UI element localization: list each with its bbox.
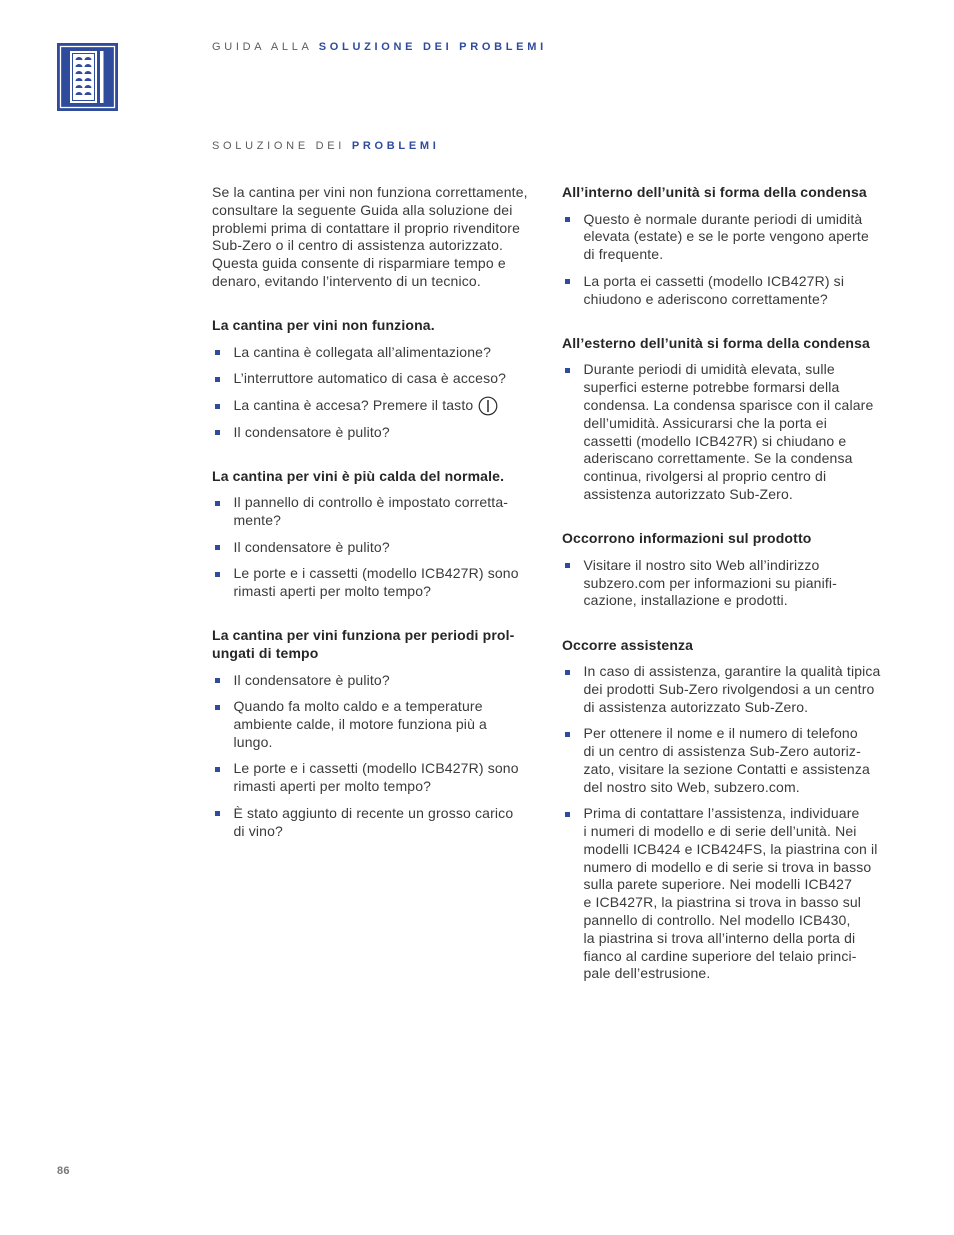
bullet-square-icon xyxy=(215,545,220,550)
list-item xyxy=(212,424,547,442)
list-item-text: L’interruttore automatico di casa è acceso? xyxy=(233,370,507,387)
bullet-square-icon xyxy=(565,732,570,737)
bullet-square-icon xyxy=(215,811,220,816)
bullet-square-icon xyxy=(565,217,570,222)
list-item-text: Per ottenere il nome e il numero di telefono di un centro di assistenza Sub-Zero autoriz- zato, visitare la sezione Contatti e assistenza del nostro sito Web, subzero.com. xyxy=(583,725,870,795)
list-item xyxy=(212,760,547,796)
wine-cabinet-logo-graphic xyxy=(57,43,118,111)
section-heading: La cantina per vini funziona per periodi prol- ungati di tempo xyxy=(212,627,515,662)
bullet-square-icon xyxy=(215,678,220,683)
section-heading: Occorre assistenza xyxy=(562,636,694,653)
bullet-square-icon xyxy=(565,279,570,284)
bullet-square-icon xyxy=(215,430,220,435)
list-item xyxy=(562,557,897,610)
section-heading: All’esterno dell’unità si forma della condensa xyxy=(562,334,870,351)
list-item xyxy=(212,698,547,751)
bullet-square-icon xyxy=(215,705,220,710)
running-head xyxy=(212,40,547,54)
list-item xyxy=(212,397,547,415)
list-item-text: La porta ei cassetti (modello ICB427R) si chiudono e aderiscono correttamente? xyxy=(583,272,845,307)
troubleshoot-section xyxy=(562,637,897,984)
list-item xyxy=(562,805,897,983)
troubleshoot-section xyxy=(562,530,897,610)
list-item-text: La cantina è accesa? Premere il tasto xyxy=(233,396,474,413)
troubleshoot-section xyxy=(212,468,547,601)
bullet-square-icon xyxy=(215,350,220,355)
running-head-highlight: SOLUZIONE DEI PROBLEMI xyxy=(318,41,547,53)
list-item-text: Il pannello di controllo è impostato corretta- mente? xyxy=(233,494,509,529)
list-item-text: Quando fa molto caldo e a temperature ambiente calde, il motore funziona più a lungo. xyxy=(233,698,487,750)
troubleshoot-section xyxy=(212,317,547,441)
bullet-square-icon xyxy=(215,404,220,409)
list-item xyxy=(562,663,897,716)
list-item-text: Questo è normale durante periodi di umidità elevata (estate) e se le porte vengono aperte di frequente. xyxy=(583,210,869,263)
section-title-highlight: PROBLEMI xyxy=(351,140,440,152)
section-heading: La cantina per vini non funziona. xyxy=(212,317,435,334)
bullet-square-icon xyxy=(215,501,220,506)
list-item-text: Prima di contattare l’assistenza, individuare i numeri di modello e di serie dell’unità. Nei modelli ICB424 e ICB424FS, la piastrina con il numero di modello e di serie si trova in basso sulla parete superiore. Nei modelli ICB427 e ICB427R, la piastrina si trova in basso sul pannello di controllo. Nel modello ICB430, la piastrina si trova all’interno della porta di fianco al cardine superiore del telaio princi- pale dell’estrusione. xyxy=(583,805,878,982)
bullet-square-icon xyxy=(565,670,570,675)
list-item-text: Il condensatore è pulito? xyxy=(233,423,390,440)
list-item xyxy=(212,344,547,362)
running-head-prefix: GUIDA ALLA xyxy=(212,41,312,53)
bullet-square-icon xyxy=(215,377,220,382)
list-item xyxy=(212,672,547,690)
right-column xyxy=(562,184,897,983)
bullet-square-icon xyxy=(215,767,220,772)
list-item xyxy=(562,273,897,309)
list-item xyxy=(562,361,897,503)
wine-cabinet-logo-icon xyxy=(57,43,118,111)
list-item-text: Il condensatore è pulito? xyxy=(233,538,390,555)
intro-paragraph: Se la cantina per vini non funziona correttamente, consultare la seguente Guida alla soluzione dei problemi prima di contattare il proprio rivenditore Sub-Zero o il centro di assistenza autorizzato. Questa guida consente di risparmiare tempo e denaro, evitando l’intervento di un tecnico. xyxy=(212,184,528,289)
list-item xyxy=(212,494,547,530)
troubleshoot-section xyxy=(562,184,897,308)
list-item xyxy=(562,725,897,796)
list-item-text: Le porte e i cassetti (modello ICB427R) sono rimasti aperti per molto tempo? xyxy=(233,760,519,795)
list-item-text: La cantina è collegata all’alimentazione? xyxy=(233,343,492,360)
troubleshoot-section xyxy=(212,627,547,840)
bullet-list xyxy=(562,557,897,610)
section-heading: All’interno dell’unità si forma della condensa xyxy=(562,184,867,200)
list-item-text: Durante periodi di umidità elevata, sulle superfici esterne potrebbe formarsi della condensa. La condensa sparisce con il calare dell’umidità. Assicurarsi che la porta ei cassetti (modello ICB427R) si chiudano e aderiscano correttamente. Se la condensa continua, rivolgersi al proprio centro di assistenza autorizzato Sub-Zero. xyxy=(583,361,874,502)
section-title xyxy=(212,139,439,153)
list-item-text: In caso di assistenza, garantire la qualità tipica dei prodotti Sub-Zero rivolgendosi a un centro di assistenza autorizzato Sub-Zero. xyxy=(583,663,881,715)
bullet-list xyxy=(212,672,547,841)
bullet-square-icon xyxy=(565,563,570,568)
troubleshoot-section xyxy=(562,335,897,504)
section-heading: La cantina per vini è più calda del normale. xyxy=(212,467,505,484)
list-item-text: Le porte e i cassetti (modello ICB427R) sono rimasti aperti per molto tempo? xyxy=(233,565,519,600)
section-heading: Occorrono informazioni sul prodotto xyxy=(562,530,812,547)
power-button-icon xyxy=(478,396,498,416)
section-title-prefix: SOLUZIONE DEI xyxy=(212,140,346,152)
list-item-text: Il condensatore è pulito? xyxy=(233,671,390,688)
bullet-list xyxy=(562,361,897,503)
list-item xyxy=(212,539,547,557)
page-number: 86 xyxy=(57,1165,70,1177)
list-item-text: Visitare il nostro sito Web all’indirizzo subzero.com per informazioni su pianifi- cazione, installazione e prodotti. xyxy=(583,556,837,609)
list-item xyxy=(212,565,547,601)
bullet-square-icon xyxy=(565,368,570,373)
bullet-list xyxy=(212,494,547,601)
bullet-square-icon xyxy=(215,572,220,577)
list-item xyxy=(212,805,547,841)
bullet-list xyxy=(212,344,547,442)
left-column xyxy=(212,184,547,840)
bullet-list xyxy=(562,663,897,983)
bullet-list xyxy=(562,211,897,309)
list-item xyxy=(562,211,897,264)
list-item xyxy=(212,370,547,388)
list-item-text: È stato aggiunto di recente un grosso carico di vino? xyxy=(233,804,514,839)
bullet-square-icon xyxy=(565,812,570,817)
